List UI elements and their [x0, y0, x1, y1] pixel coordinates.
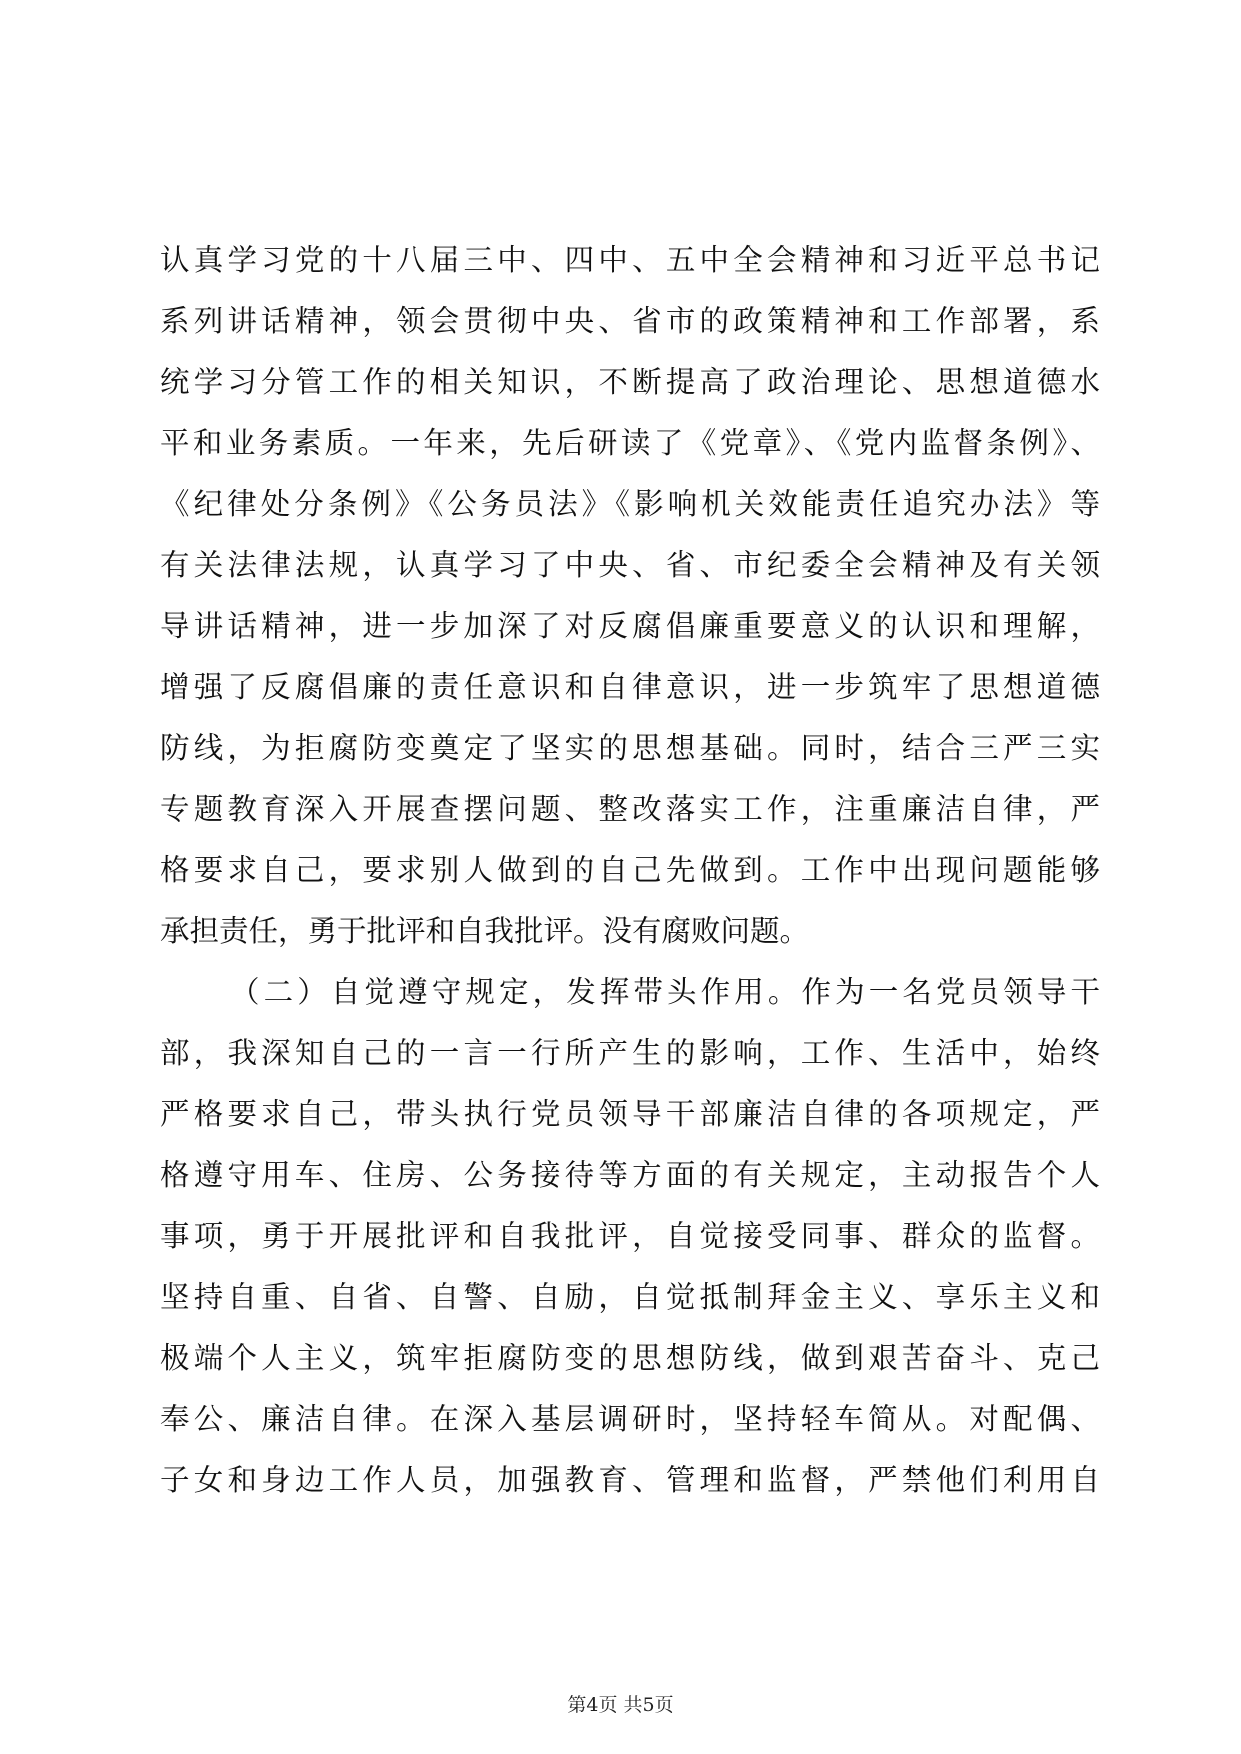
text-line: 承担责任，勇于批评和自我批评。没有腐败问题。	[160, 914, 810, 948]
text-line: 防线，为拒腐防变奠定了坚实的思想基础。同时，结合三严三实	[160, 731, 1100, 765]
text-line: 导讲话精神，进一步加深了对反腐倡廉重要意义的认识和理解，	[160, 609, 1100, 643]
text-line: 格要求自己，要求别人做到的自己先做到。工作中出现问题能够	[160, 853, 1100, 887]
body-text	[160, 230, 1100, 1511]
paragraph-2	[160, 962, 1100, 1511]
text-line: 有关法律法规，认真学习了中央、省、市纪委全会精神及有关领	[160, 548, 1100, 582]
text-line: 认真学习党的十八届三中、四中、五中全会精神和习近平总书记	[160, 243, 1100, 277]
text-line: 奉公、廉洁自律。在深入基层调研时，坚持轻车简从。对配偶、	[160, 1402, 1100, 1436]
text-line: 事项，勇于开展批评和自我批评，自觉接受同事、群众的监督。	[160, 1219, 1100, 1253]
text-line: 格遵守用车、住房、公务接待等方面的有关规定，主动报告个人	[160, 1158, 1100, 1192]
page-footer: 第4页 共5页	[567, 1694, 674, 1716]
text-line: 专题教育深入开展查摆问题、整改落实工作，注重廉洁自律，严	[160, 792, 1100, 826]
text-line: 子女和身边工作人员，加强教育、管理和监督，严禁他们利用自	[160, 1463, 1100, 1497]
text-line: 系列讲话精神，领会贯彻中央、省市的政策精神和工作部署，系	[160, 304, 1100, 338]
text-line: 统学习分管工作的相关知识，不断提高了政治理论、思想道德水	[160, 365, 1100, 399]
text-line: 部，我深知自己的一言一行所产生的影响，工作、生活中，始终	[160, 1036, 1100, 1070]
text-line: 严格要求自己，带头执行党员领导干部廉洁自律的各项规定，严	[160, 1097, 1100, 1131]
text-line: （二）自觉遵守规定，发挥带头作用。作为一名党员领导干	[230, 975, 1100, 1009]
text-line: 平和业务素质。一年来，先后研读了《党章》、《党内监督条例》、	[160, 426, 1100, 460]
text-line: 极端个人主义，筑牢拒腐防变的思想防线，做到艰苦奋斗、克己	[160, 1341, 1100, 1375]
text-line: 《纪律处分条例》《公务员法》《影响机关效能责任追究办法》等	[160, 487, 1100, 521]
text-line: 增强了反腐倡廉的责任意识和自律意识，进一步筑牢了思想道德	[160, 670, 1100, 704]
paragraph-1	[160, 230, 1100, 962]
text-line: 坚持自重、自省、自警、自励，自觉抵制拜金主义、享乐主义和	[160, 1280, 1100, 1314]
